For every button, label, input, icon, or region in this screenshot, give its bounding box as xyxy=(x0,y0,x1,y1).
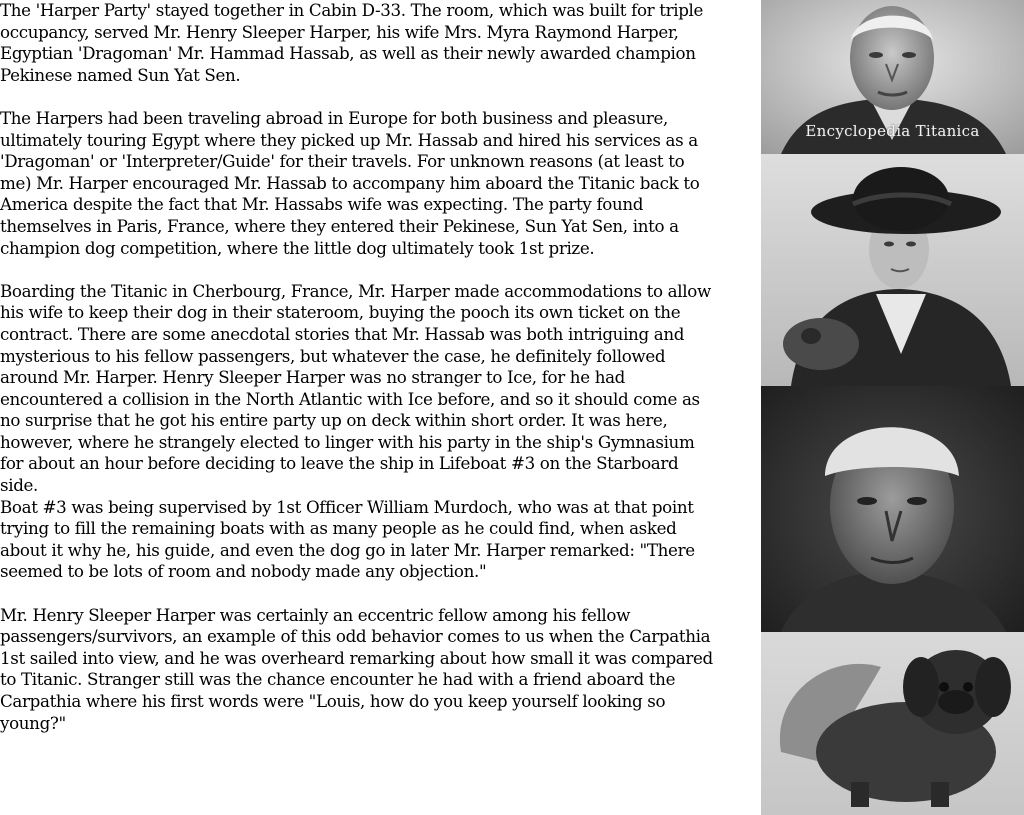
paragraph-cabin-d33: The 'Harper Party' stayed together in Cabin D-33. The room, which was built for triple occupancy, served Mr. Henry Sleeper Harper, his wife Mrs. Myra Raymond Harper, Egyptian 'Dragoman' Mr. Hammad Hassab, as well as their newly awarded champion Pekinese named Sun Yat Sen. xyxy=(0,0,704,85)
paragraph-boarding: Boarding the Titanic in Cherbourg, France, Mr. Harper made accommodations to allow his wife to keep their dog in their stateroom, buying the pooch its own ticket on the contract. There are some anecdotal stories that Mr. Hassab was both intriguing and mysterious to his fellow passengers, but whatever the case, he definitely followed around Mr. Harper. Henry Sleeper Harper was no stranger to Ice, for he had encountered a collision in the North Atlantic with Ice before, and so it should come as no surprise that he got his entire party up on deck within short order. It was here, however, where he strangely elected to linger with his party in the ship's Gymnasium for about an hour before deciding to leave the ship in Lifeboat #3 on the Starboard side. xyxy=(0,280,711,496)
photo-hammad-hassab xyxy=(761,386,1024,632)
photo-myra-harper xyxy=(761,154,1024,386)
paragraph-eccentric: Mr. Henry Sleeper Harper was certainly an eccentric fellow among his fellow passengers/survivors, an example of this odd behavior comes to us when the Carpathia 1st sailed into view, and he was overheard remarking about how small it was compared to Titanic. Stranger still was the chance encounter he had with a friend aboard the Carpathia where his first words were "Louis, how do you keep yourself looking so young?" xyxy=(0,604,713,733)
paragraph-gap xyxy=(0,583,760,605)
photo-column xyxy=(761,0,1024,815)
photo-henry-harper xyxy=(761,0,1024,154)
paragraph-travels: The Harpers had been traveling abroad in Europe for both business and pleasure, ultimately touring Egypt where they picked up Mr. Hassab and hired his services as a 'Dragoman' or 'Interpreter/Guide' for their travels. For unknown reasons (at least to me) Mr. Harper encouraged Mr. Hassab to accompany him aboard the Titanic back to America despite the fact that Mr. Hassabs wife was expecting. The party found themselves in Paris, France, where they entered their Pekinese, Sun Yat Sen, into a champion dog competition, where the little dog ultimately took 1st prize. xyxy=(0,107,700,258)
photo-watermark: Encyclopedia Titanica xyxy=(805,122,980,140)
photo-pekinese-sun-yat-sen xyxy=(761,632,1024,815)
paragraph-boat-3: Boat #3 was being supervised by 1st Officer William Murdoch, who was at that point trying to fill the remaining boats with as many people as he could find, when asked about it why he, his guide, and even the dog go in later Mr. Harper remarked: "There seemed to be lots of room and nobody made any objection." xyxy=(0,496,695,582)
paragraph-gap xyxy=(0,86,760,108)
paragraph-gap xyxy=(0,259,760,281)
